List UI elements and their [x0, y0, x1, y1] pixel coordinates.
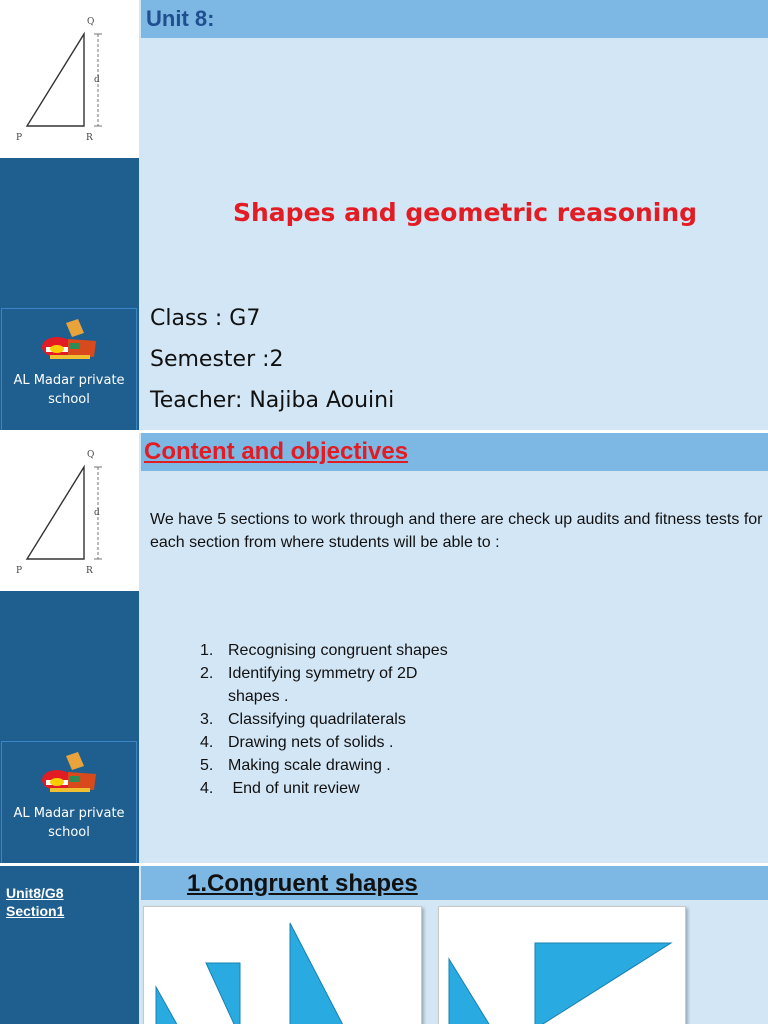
slide-congruent-shapes: [0, 866, 768, 1024]
intro-paragraph: We have 5 sections to work through and there are check up audits and fitness tests for each section from where students will be able to :: [150, 511, 763, 551]
shapes-panel-right: [438, 906, 686, 1024]
label-p: P: [16, 566, 23, 576]
section-title: 1.Congruent shapes: [187, 870, 418, 897]
school-logo: [38, 319, 100, 365]
slide-title: [0, 0, 768, 430]
teacher-text: Teacher: Najiba Aouini: [150, 388, 395, 413]
list-item: 4. End of unit review: [200, 780, 360, 797]
list-item: 1. Recognising congruent shapes: [200, 642, 448, 659]
triangle-shape: [535, 943, 671, 1024]
label-p: P: [16, 133, 23, 143]
school-name: AL Madar private school: [13, 373, 125, 407]
list-item: 4. Drawing nets of solids .: [200, 734, 394, 751]
school-name: AL Madar private school: [13, 806, 125, 840]
list-item: 2. Identifying symmetry of 2D shapes .: [200, 665, 418, 705]
section-title: Content and objectives: [144, 438, 409, 465]
label-r: R: [86, 566, 93, 576]
unit-title: Unit 8:: [146, 6, 215, 31]
label-q: Q: [87, 17, 95, 27]
label-r: R: [86, 133, 93, 143]
semester-text: Semester :2: [150, 347, 284, 372]
school-logo: [38, 752, 100, 798]
list-item: 3. Classifying quadrilaterals: [200, 711, 406, 728]
class-text: Class : G7: [150, 306, 261, 331]
label-q: Q: [87, 450, 95, 460]
header-bar: [141, 0, 768, 38]
label-d: d: [94, 508, 100, 518]
slide-content-objectives: [0, 433, 768, 863]
label-d: d: [94, 75, 100, 85]
school-logo-box: [1, 308, 137, 430]
list-item: 5. Making scale drawing .: [200, 757, 391, 774]
school-logo-box: [1, 741, 137, 863]
section-label: Unit8/G8 Section1: [6, 885, 65, 919]
triangle-shape: [156, 987, 184, 1024]
triangle-shape: [290, 923, 344, 1024]
triangle-shape: [449, 959, 497, 1024]
main-title: Shapes and geometric reasoning: [233, 198, 698, 227]
triangle-diagram: [0, 0, 139, 158]
objectives-list: [200, 639, 478, 800]
triangle-diagram: [0, 433, 139, 591]
shapes-panel-left: [143, 906, 422, 1024]
triangle-shape: [206, 963, 240, 1024]
